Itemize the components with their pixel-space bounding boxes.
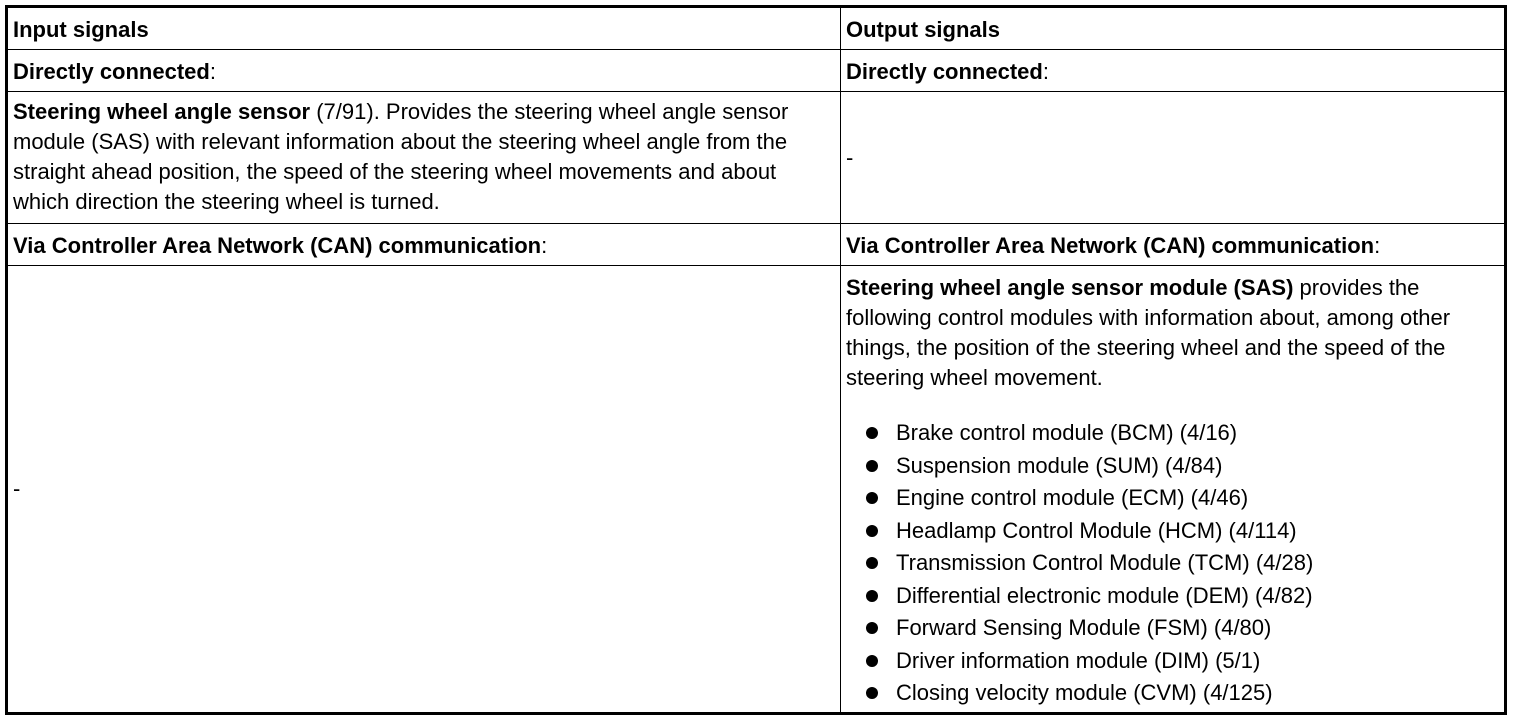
bullet-icon bbox=[866, 687, 878, 699]
list-item: Forward Sensing Module (FSM) (4/80) bbox=[846, 612, 1501, 645]
list-item: Transmission Control Module (TCM) (4/28) bbox=[846, 547, 1501, 580]
header-output-signals: Output signals bbox=[846, 17, 1000, 42]
list-item: Brake control module (BCM) (4/16) bbox=[846, 417, 1501, 450]
output-can-communication-title: Via Controller Area Network (CAN) communication: bbox=[846, 233, 1381, 258]
header-input-signals: Input signals bbox=[13, 17, 149, 42]
bullet-icon bbox=[866, 492, 878, 504]
input-can-communication-title: Via Controller Area Network (CAN) communication: bbox=[13, 233, 548, 258]
list-item: Differential electronic module (DEM) (4/82) bbox=[846, 580, 1501, 613]
bullet-icon bbox=[866, 525, 878, 537]
bullet-icon bbox=[866, 590, 878, 602]
bullet-icon bbox=[866, 557, 878, 569]
list-item: Suspension module (SUM) (4/84) bbox=[846, 450, 1501, 483]
input-directly-connected-title: Directly connected: bbox=[13, 59, 216, 84]
bullet-icon bbox=[866, 622, 878, 634]
control-module-list bbox=[846, 417, 1501, 710]
list-item: Engine control module (ECM) (4/46) bbox=[846, 482, 1501, 515]
list-item: Driver information module (DIM) (5/1) bbox=[846, 645, 1501, 678]
bullet-icon bbox=[866, 655, 878, 667]
row-divider bbox=[8, 49, 1504, 50]
output-direct-empty: - bbox=[846, 144, 854, 170]
signal-table bbox=[5, 5, 1507, 715]
bullet-icon bbox=[866, 427, 878, 439]
sas-output-paragraph: Steering wheel angle sensor module (SAS) provides the following control modules with information about, among other things, the position of the steering wheel and the speed of the steering wheel movement. bbox=[846, 275, 1451, 390]
input-can-empty: - bbox=[13, 476, 21, 501]
list-item: Closing velocity module (CVM) (4/125) bbox=[846, 677, 1501, 710]
list-item: Headlamp Control Module (HCM) (4/114) bbox=[846, 515, 1501, 548]
output-directly-connected-title: Directly connected: bbox=[846, 59, 1049, 84]
row-divider bbox=[8, 223, 1504, 224]
steering-wheel-angle-sensor-description: Steering wheel angle sensor (7/91). Provides the steering wheel angle sensor module (SAS) with relevant information about the steering wheel angle from the straight ahead position, the speed of the steering wheel movements and about which direction the steering wheel is turned. bbox=[13, 99, 789, 214]
bullet-icon bbox=[866, 460, 878, 472]
sas-output-description bbox=[841, 273, 1507, 710]
